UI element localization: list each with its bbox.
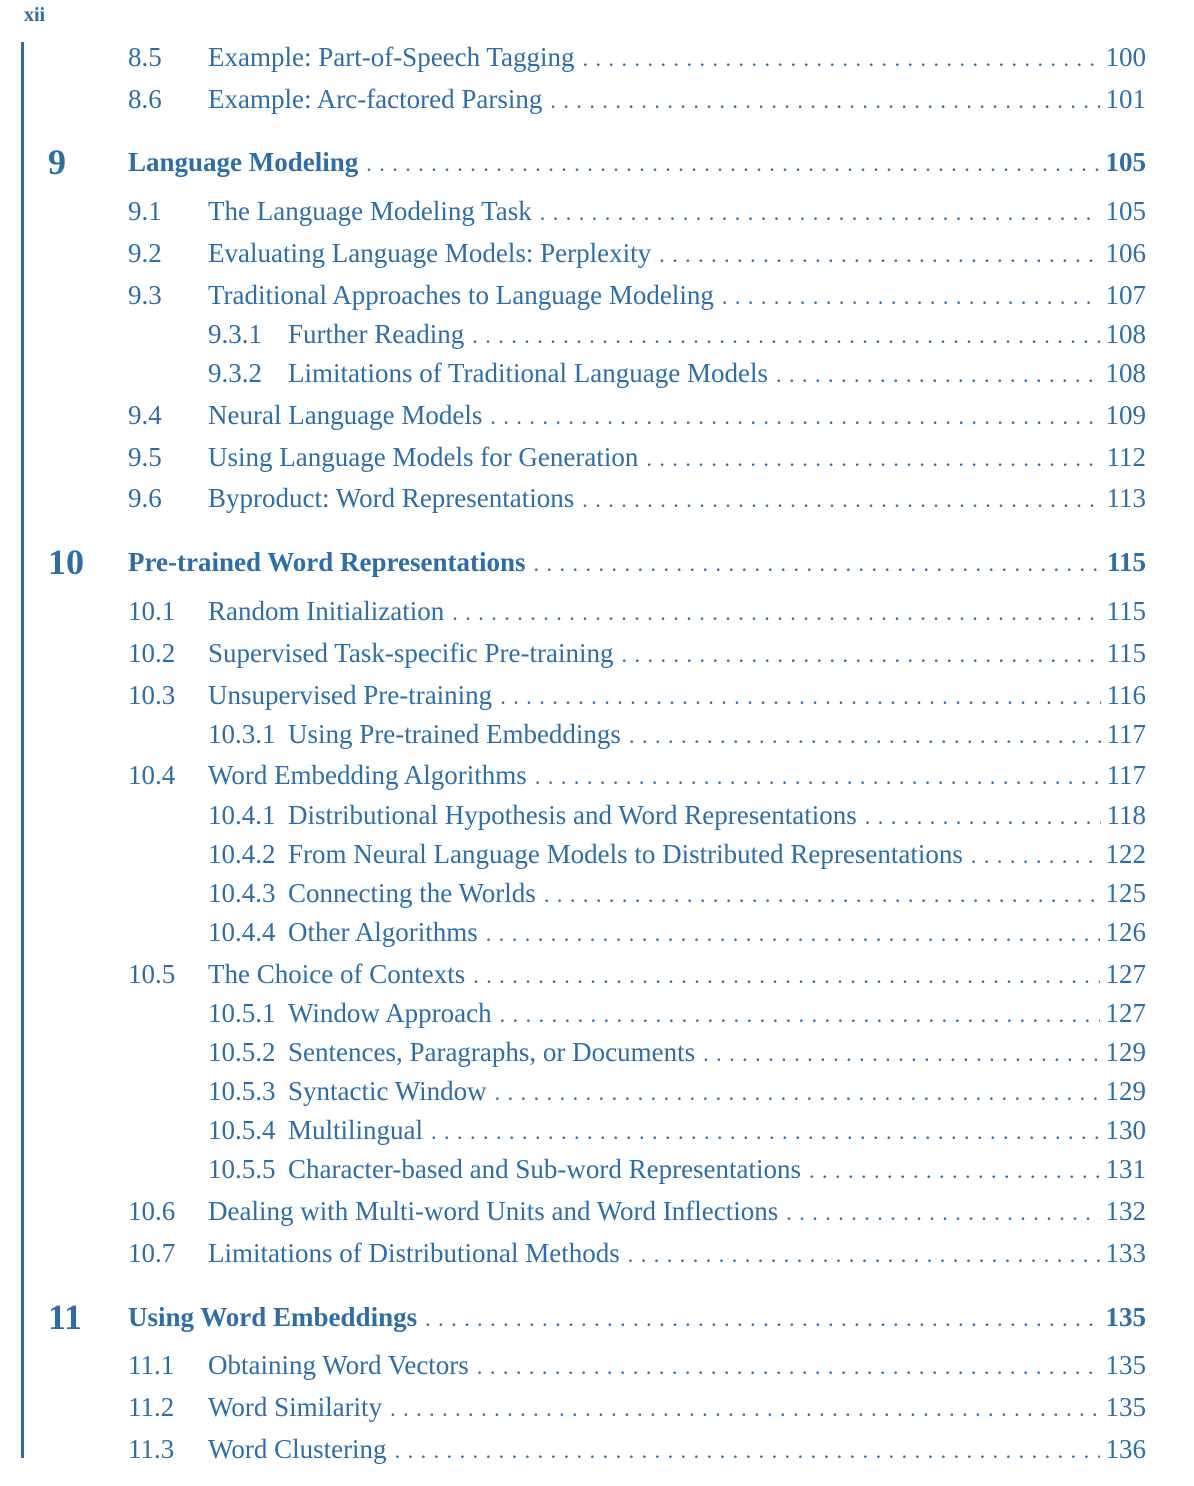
toc-entry-title: Word Clustering bbox=[208, 1434, 387, 1464]
toc-entry-page: 115 bbox=[1106, 596, 1146, 626]
toc-entry-number: 11.2 bbox=[128, 1392, 175, 1422]
dot-leader bbox=[500, 998, 1100, 1032]
toc-entry-page: 126 bbox=[1105, 917, 1146, 947]
toc-entry-title: Using Language Models for Generation bbox=[208, 442, 639, 472]
toc-entry-number: 10.1 bbox=[128, 596, 176, 626]
toc-entry-number: 10.2 bbox=[128, 638, 176, 668]
dot-leader bbox=[583, 42, 1100, 76]
dot-leader bbox=[477, 1350, 1100, 1384]
toc-entry-title: Sentences, Paragraphs, or Documents bbox=[288, 1037, 696, 1067]
dot-leader bbox=[395, 1434, 1100, 1468]
toc-section-entry[interactable] bbox=[0, 1390, 1194, 1426]
toc-subsection-entry[interactable] bbox=[0, 876, 1194, 912]
toc-entry-number: 10.5.4 bbox=[208, 1115, 276, 1145]
toc-entry-number: 10.4.3 bbox=[208, 878, 276, 908]
toc-entry-number: 11.1 bbox=[128, 1350, 175, 1380]
toc-entry-title: Distributional Hypothesis and Word Representations bbox=[288, 800, 857, 830]
page-number: xii bbox=[24, 4, 46, 26]
toc-entry-title: Byproduct: Word Representations bbox=[208, 483, 575, 513]
toc-entry-page: 131 bbox=[1105, 1154, 1146, 1184]
toc-subsection-entry[interactable] bbox=[0, 1074, 1194, 1110]
toc-entry-number: 10.5 bbox=[128, 959, 176, 989]
toc-entry-number: 9.3.2 bbox=[208, 358, 262, 388]
toc-entry-number: 8.6 bbox=[128, 84, 162, 114]
toc-entry-number: 9.1 bbox=[128, 196, 162, 226]
toc-entry-title: The Language Modeling Task bbox=[208, 196, 532, 226]
toc-entry-page: 136 bbox=[1105, 1434, 1146, 1464]
toc-entry-title: The Choice of Contexts bbox=[208, 959, 466, 989]
toc-entry-number: 10 bbox=[48, 542, 84, 582]
toc-subsection-entry[interactable] bbox=[0, 798, 1194, 834]
toc-entry-number: 9.6 bbox=[128, 483, 162, 513]
dot-leader bbox=[544, 878, 1100, 912]
toc-entry-page: 113 bbox=[1106, 483, 1146, 513]
toc-entry-title: Multilingual bbox=[288, 1115, 423, 1145]
toc-entry-page: 132 bbox=[1105, 1196, 1146, 1226]
toc-subsection-entry[interactable] bbox=[0, 1152, 1194, 1188]
toc-section-entry[interactable] bbox=[0, 236, 1194, 272]
toc-entry-number: 10.5.1 bbox=[208, 998, 276, 1028]
toc-entry-number: 10.4 bbox=[128, 760, 176, 790]
toc-entry-title: Further Reading bbox=[288, 319, 465, 349]
toc-entry-page: 116 bbox=[1106, 680, 1146, 710]
dot-leader bbox=[582, 483, 1100, 517]
toc-entry-title: Pre-trained Word Representations bbox=[128, 547, 526, 577]
dot-leader bbox=[366, 147, 1099, 181]
toc-entry-page: 127 bbox=[1105, 998, 1146, 1028]
toc-entry-number: 11.3 bbox=[128, 1434, 175, 1464]
toc-entry-title: Word Embedding Algorithms bbox=[208, 760, 527, 790]
toc-entry-title: Other Algorithms bbox=[288, 917, 478, 947]
toc-entry-page: 106 bbox=[1105, 238, 1146, 268]
toc-entry-title: Word Similarity bbox=[208, 1392, 383, 1422]
toc-entry-title: Limitations of Distributional Methods bbox=[208, 1238, 620, 1268]
toc-entry-page: 135 bbox=[1105, 1302, 1146, 1332]
toc-entry-page: 118 bbox=[1106, 800, 1146, 830]
dot-leader bbox=[452, 596, 1100, 630]
toc-entry-page: 108 bbox=[1105, 319, 1146, 349]
toc-entry-page: 133 bbox=[1105, 1238, 1146, 1268]
toc-section-entry[interactable] bbox=[0, 957, 1194, 993]
toc-chapter-entry[interactable] bbox=[0, 142, 1194, 182]
toc-section-entry[interactable] bbox=[0, 82, 1194, 118]
dot-leader bbox=[971, 839, 1100, 873]
toc-entry-number: 9.4 bbox=[128, 400, 162, 430]
toc-entry-title: Unsupervised Pre-training bbox=[208, 680, 493, 710]
toc-entry-page: 109 bbox=[1105, 400, 1146, 430]
toc-entry-number: 10.5.2 bbox=[208, 1037, 276, 1067]
toc-entry-number: 10.7 bbox=[128, 1238, 176, 1268]
toc-subsection-entry[interactable] bbox=[0, 356, 1194, 392]
toc-section-entry[interactable] bbox=[0, 398, 1194, 434]
toc-entry-title: Obtaining Word Vectors bbox=[208, 1350, 469, 1380]
toc-entry-title: Limitations of Traditional Language Models bbox=[288, 358, 768, 388]
toc-entry-title: Character-based and Sub-word Representations bbox=[288, 1154, 802, 1184]
toc-entry-page: 129 bbox=[1105, 1076, 1146, 1106]
toc-entry-page: 105 bbox=[1105, 196, 1146, 226]
toc-entry-page: 115 bbox=[1106, 638, 1146, 668]
toc-entry-page: 115 bbox=[1106, 547, 1146, 577]
dot-leader bbox=[535, 760, 1101, 794]
toc-subsection-entry[interactable] bbox=[0, 1035, 1194, 1071]
toc-entry-number: 10.6 bbox=[128, 1196, 176, 1226]
toc-entry-number: 10.4.1 bbox=[208, 800, 276, 830]
dot-leader bbox=[472, 319, 1099, 353]
dot-leader bbox=[659, 238, 1099, 272]
toc-entry-title: Example: Part-of-Speech Tagging bbox=[208, 42, 575, 72]
toc-entry-number: 11 bbox=[48, 1297, 83, 1337]
toc-entry-number: 9.5 bbox=[128, 442, 162, 472]
dot-leader bbox=[646, 442, 1100, 476]
dot-leader bbox=[786, 1196, 1099, 1230]
toc-entry-title: Random Initialization bbox=[208, 596, 445, 626]
toc-subsection-entry[interactable] bbox=[0, 996, 1194, 1032]
dot-leader bbox=[703, 1037, 1099, 1071]
toc-section-entry[interactable] bbox=[0, 1236, 1194, 1272]
toc-entry-page: 112 bbox=[1106, 442, 1146, 472]
dot-leader bbox=[540, 196, 1100, 230]
toc-subsection-entry[interactable] bbox=[0, 317, 1194, 353]
dot-leader bbox=[622, 638, 1101, 672]
toc-section-entry[interactable] bbox=[0, 594, 1194, 630]
dot-leader bbox=[809, 1154, 1099, 1188]
toc-entry-title: Traditional Approaches to Language Modeling bbox=[208, 280, 714, 310]
dot-leader bbox=[500, 680, 1100, 714]
toc-entry-page: 117 bbox=[1106, 719, 1146, 749]
toc-entry-page: 122 bbox=[1105, 839, 1146, 869]
toc-entry-title: Using Pre-trained Embeddings bbox=[288, 719, 621, 749]
toc-entry-title: Window Approach bbox=[288, 998, 492, 1028]
dot-leader bbox=[629, 719, 1101, 753]
dot-leader bbox=[390, 1392, 1099, 1426]
toc-entry-number: 10.3.1 bbox=[208, 719, 276, 749]
toc-entry-number: 10.5.3 bbox=[208, 1076, 276, 1106]
toc-entry-page: 117 bbox=[1106, 760, 1146, 790]
toc-entry-title: Syntactic Window bbox=[288, 1076, 487, 1106]
dot-leader bbox=[495, 1076, 1100, 1110]
toc-section-entry[interactable] bbox=[0, 40, 1194, 76]
dot-leader bbox=[533, 547, 1101, 581]
toc-entry-number: 8.5 bbox=[128, 42, 162, 72]
toc-subsection-entry[interactable] bbox=[0, 717, 1194, 753]
toc-section-entry[interactable] bbox=[0, 758, 1194, 794]
toc-subsection-entry[interactable] bbox=[0, 915, 1194, 951]
toc-entry-number: 10.4.2 bbox=[208, 839, 276, 869]
toc-section-entry[interactable] bbox=[0, 440, 1194, 476]
toc-entry-page: 101 bbox=[1105, 84, 1146, 114]
toc-entry-page: 130 bbox=[1105, 1115, 1146, 1145]
toc-entry-number: 9.3.1 bbox=[208, 319, 262, 349]
dot-leader bbox=[431, 1115, 1100, 1149]
toc-entry-title: Connecting the Worlds bbox=[288, 878, 536, 908]
toc-section-entry[interactable] bbox=[0, 1348, 1194, 1384]
toc-subsection-entry[interactable] bbox=[0, 837, 1194, 873]
toc-entry-number: 9.2 bbox=[128, 238, 162, 268]
toc-entry-page: 127 bbox=[1105, 959, 1146, 989]
toc-entry-title: Example: Arc-factored Parsing bbox=[208, 84, 543, 114]
dot-leader bbox=[473, 959, 1099, 993]
toc-entry-number: 10.5.5 bbox=[208, 1154, 276, 1184]
toc-entry-title: Neural Language Models bbox=[208, 400, 483, 430]
toc-entry-page: 135 bbox=[1105, 1392, 1146, 1422]
toc-entry-page: 108 bbox=[1105, 358, 1146, 388]
toc-section-entry[interactable] bbox=[0, 1194, 1194, 1230]
toc-entry-title: Language Modeling bbox=[128, 147, 359, 177]
toc-entry-number: 10.3 bbox=[128, 680, 176, 710]
toc-entry-page: 105 bbox=[1105, 147, 1146, 177]
toc-entry-title: Dealing with Multi-word Units and Word Inflections bbox=[208, 1196, 779, 1226]
toc-entry-page: 125 bbox=[1105, 878, 1146, 908]
dot-leader bbox=[722, 280, 1100, 314]
toc-entry-page: 107 bbox=[1105, 280, 1146, 310]
dot-leader bbox=[865, 800, 1101, 834]
dot-leader bbox=[776, 358, 1100, 392]
dot-leader bbox=[490, 400, 1099, 434]
dot-leader bbox=[628, 1238, 1100, 1272]
toc-section-entry[interactable] bbox=[0, 636, 1194, 672]
toc-entry-page: 129 bbox=[1105, 1037, 1146, 1067]
toc-subsection-entry[interactable] bbox=[0, 1113, 1194, 1149]
toc-entry-title: From Neural Language Models to Distributed Representations bbox=[288, 839, 963, 869]
toc-section-entry[interactable] bbox=[0, 194, 1194, 230]
toc-entry-title: Using Word Embeddings bbox=[128, 1302, 418, 1332]
toc-section-entry[interactable] bbox=[0, 481, 1194, 517]
toc-entry-number: 9.3 bbox=[128, 280, 162, 310]
toc-entry-title: Supervised Task-specific Pre-training bbox=[208, 638, 614, 668]
toc-entry-title: Evaluating Language Models: Perplexity bbox=[208, 238, 652, 268]
toc-section-entry[interactable] bbox=[0, 1432, 1194, 1468]
toc-section-entry[interactable] bbox=[0, 678, 1194, 714]
toc-entry-number: 10.4.4 bbox=[208, 917, 276, 947]
toc-entry-number: 9 bbox=[48, 142, 66, 182]
toc-chapter-entry[interactable] bbox=[0, 1297, 1194, 1337]
toc-chapter-entry[interactable] bbox=[0, 542, 1194, 582]
dot-leader bbox=[425, 1302, 1099, 1336]
dot-leader bbox=[486, 917, 1100, 951]
toc-entry-page: 135 bbox=[1105, 1350, 1146, 1380]
dot-leader bbox=[550, 84, 1099, 118]
toc-entry-page: 100 bbox=[1105, 42, 1146, 72]
toc-section-entry[interactable] bbox=[0, 278, 1194, 314]
